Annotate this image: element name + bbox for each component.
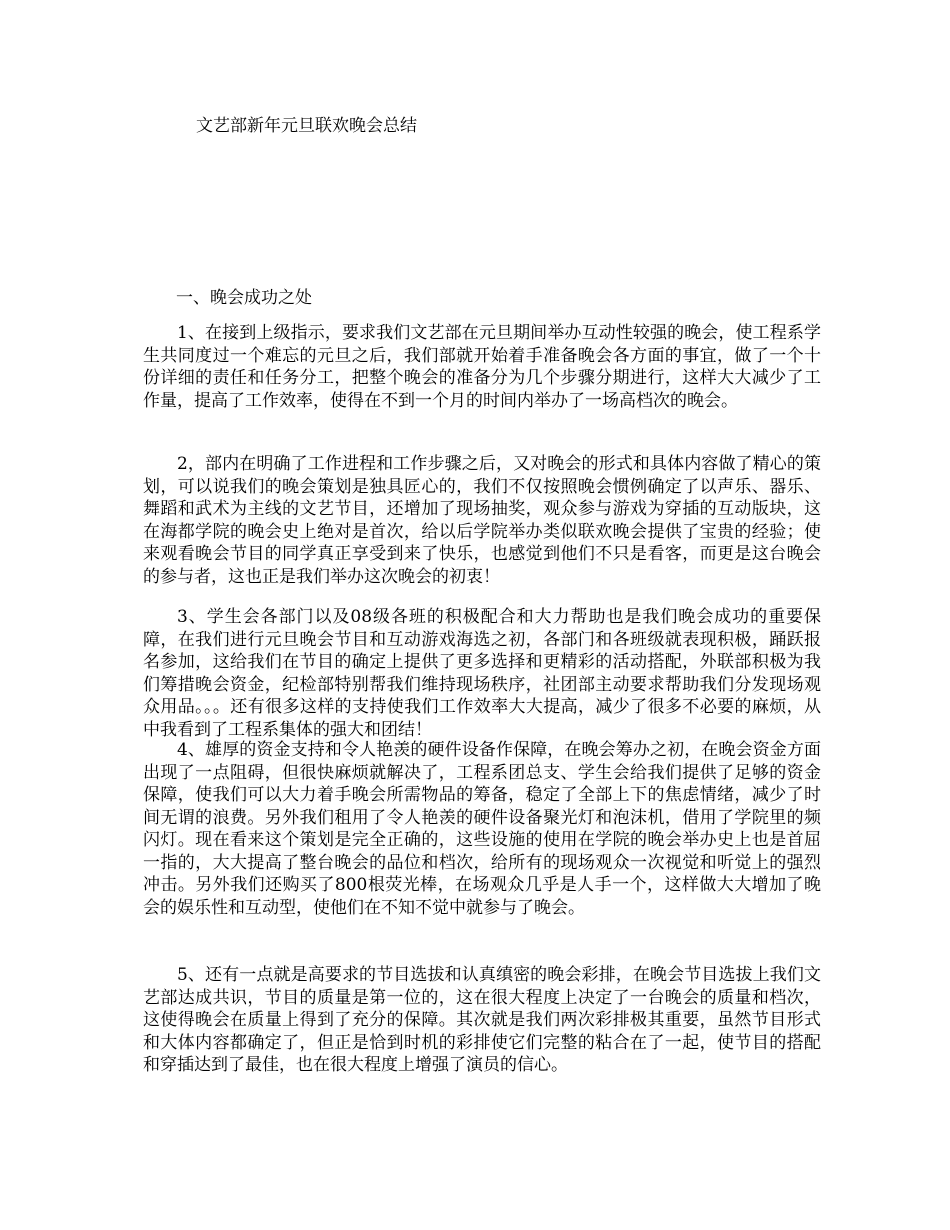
paragraph-5: 5、还有一点就是高要求的节目选拔和认真缜密的晚会彩排，在晚会节目选拔上我们文艺部达成共识，节目的质量是第一位的，这在很大程度上决定了一台晚会的质量和档次，这使得晚会在质量上得到了充分的保障。其次就是我们两次彩排极其重要，虽然节目形式和大体内容都确定了，但正是恰到时机的彩排使它们完整的粘合在了一起，使节目的搭配和穿插达到了最佳，也在很大程度上增强了演员的信心。 [143, 965, 821, 1075]
paragraph-3: 3、学生会各部门以及08级各班的积极配合和大力帮助也是我们晚会成功的重要保障，在我们进行元旦晚会节目和互动游戏海选之初，各部门和各班级就表现积极，踊跃报名参加，这给我们在节目的确定上提供了更多选择和更精彩的活动搭配，外联部积极为我们筹措晚会资金，纪检部特别帮我们维持现场秩序，社团部主动要求帮助我们分发现场观众用品。。。还有很多这样的支持使我们工作效率大大提高，减少了很多不必要的麻烦，从中我看到了工程系集体的强大和团结！ [143, 607, 821, 740]
section-heading: 一、晚会成功之处 [176, 288, 312, 308]
paragraph-2: 2，部内在明确了工作进程和工作步骤之后，又对晚会的形式和具体内容做了精心的策划，可以说我们的晚会策划是独具匠心的，我们不仅按照晚会惯例确定了以声乐、器乐、舞蹈和武术为主线的文艺节目，还增加了现场抽奖，观众参与游戏为穿插的互动版块，这在海都学院的晚会史上绝对是首次，给以后学院举办类似联欢晚会提供了宝贵的经验；使来观看晚会节目的同学真正享受到来了快乐，也感觉到他们不只是看客，而更是这台晚会的参与者，这也正是我们举办这次晚会的初衷！ [143, 454, 821, 587]
document-title: 文艺部新年元旦联欢晚会总结 [196, 116, 417, 136]
paragraph-4: 4、雄厚的资金支持和令人艳羡的硬件设备作保障，在晚会筹办之初，在晚会资金方面出现了一点阻碍，但很快麻烦就解决了，工程系团总支、学生会给我们提供了足够的资金保障，使我们可以大力着手晚会所需物品的筹备，稳定了全部上下的焦虑情绪，减少了时间无谓的浪费。另外我们租用了令人艳羡的硬件设备聚光灯和泡沫机，借用了学院里的频闪灯。现在看来这个策划是完全正确的，这些设施的使用在学院的晚会举办史上也是首屈一指的，大大提高了整台晚会的品位和档次，给所有的现场观众一次视觉和听觉上的强烈冲击。另外我们还购买了800根荧光棒，在场观众几乎是人手一个，这样做大大增加了晚会的娱乐性和互动型，使他们在不知不觉中就参与了晚会。 [143, 740, 821, 918]
paragraph-1: 1、在接到上级指示，要求我们文艺部在元旦期间举办互动性较强的晚会，使工程系学生共同度过一个难忘的元旦之后，我们部就开始着手准备晚会各方面的事宜，做了一个十份详细的责任和任务分工，把整个晚会的准备分为几个步骤分期进行，这样大大减少了工作量，提高了工作效率，使得在不到一个月的时间内举办了一场高档次的晚会。 [143, 323, 821, 411]
